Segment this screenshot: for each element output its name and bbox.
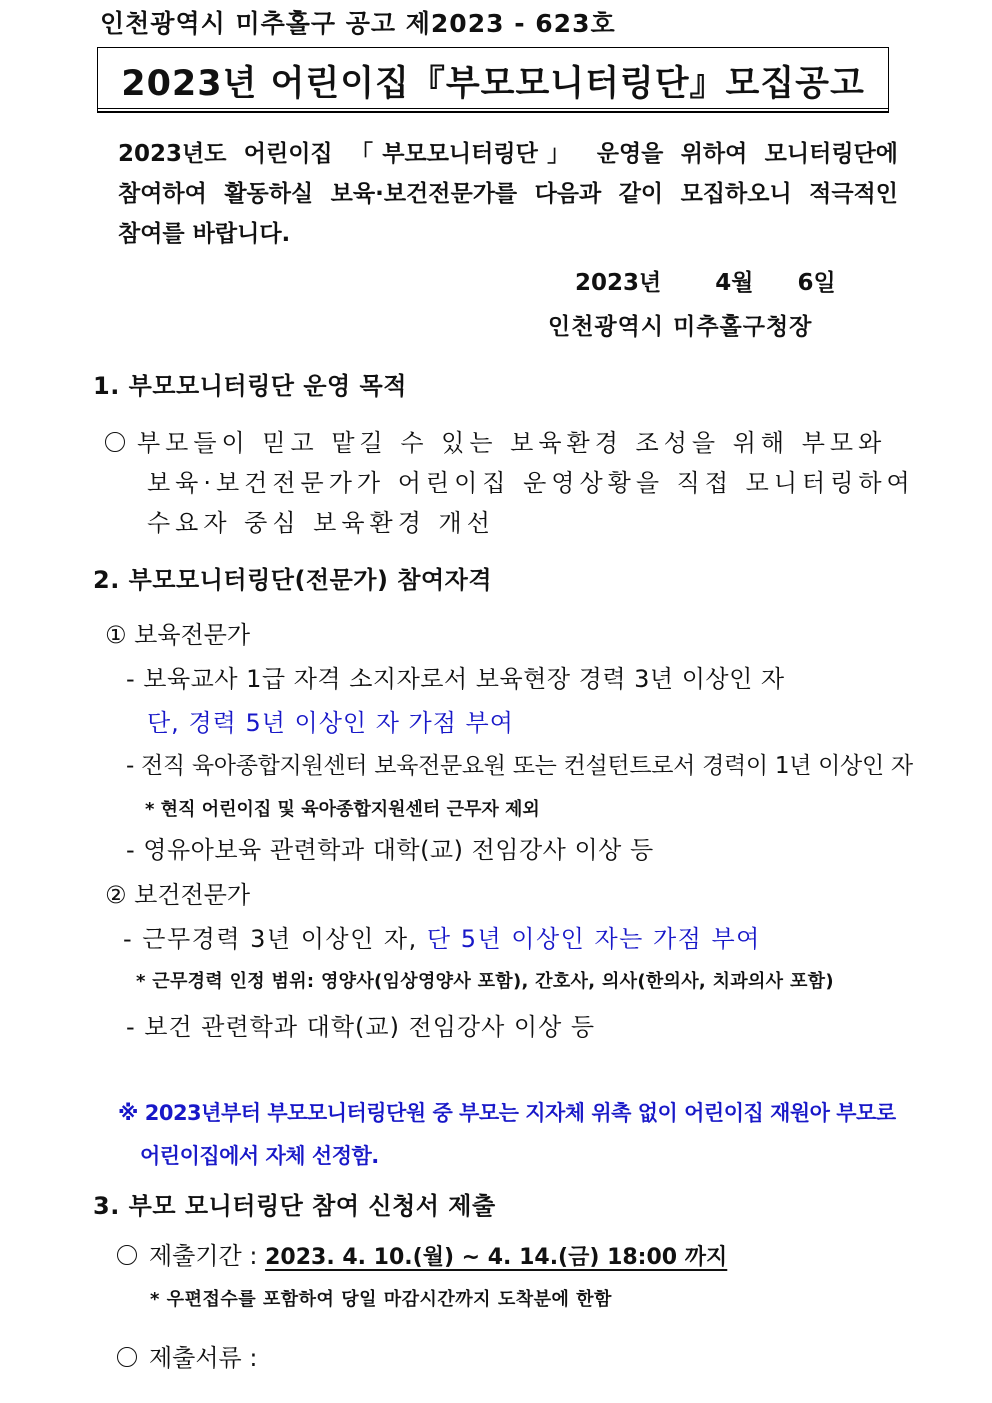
- section3-heading: 3. 부모 모니터링단 참여 신청서 제출: [93, 1192, 496, 1220]
- submission-documents-label: 제출서류 :: [149, 1344, 258, 1372]
- section2-heading: 2. 부모모니터링단(전문가) 참여자격: [93, 566, 493, 594]
- childcare-item-1-note: 단, 경력 5년 이상인 자 가점 부여: [147, 709, 514, 737]
- title-box: [97, 47, 889, 109]
- intro-line-3: 참여를 바랍니다.: [118, 221, 291, 247]
- intro-line-1: 2023년도 어린이집 「부모모니터링단」 운영을 위하여 모니터링단에: [118, 141, 898, 167]
- submission-documents: [117, 1338, 257, 1373]
- health-item-1-note: * 근무경력 인정 범위: 영양사(임상영양사 포함), 간호사, 의사(한의사, 치과의사 포함): [136, 971, 834, 992]
- intro-line-2: 참여하여 활동하실 보육·보건전문가를 다음과 같이 모집하오니 적극적인: [118, 181, 898, 207]
- notice-line-2: 어린이집에서 자체 선정함.: [140, 1144, 379, 1168]
- notice-number: 인천광역시 미추홀구 공고 제2023 - 623호: [100, 9, 616, 38]
- section1-bullet-line-2: 보육·보건전문가가 어린이집 운영상황을 직접 모니터링하여: [147, 469, 915, 497]
- date-year: 2023년: [575, 270, 662, 296]
- childcare-expert-label: ① 보육전문가: [105, 621, 251, 649]
- circle-bullet-icon: [117, 1245, 137, 1265]
- notice-line-1: ※ 2023년부터 부모모니터링단원 중 부모는 지자체 위촉 없이 어린이집 재원아 부모로: [118, 1101, 896, 1125]
- health-item-1-bonus: 단 5년 이상인 자는 가점 부여: [426, 925, 761, 953]
- submission-period-label: 제출기간 :: [149, 1242, 258, 1270]
- section1-heading: 1. 부모모니터링단 운영 목적: [93, 372, 407, 400]
- circle-bullet-icon: [117, 1347, 137, 1367]
- notice-date: [575, 264, 836, 297]
- health-item-1: - 근무경력 3년 이상인 자, 단 5년 이상인 자는 가점 부여: [123, 925, 761, 953]
- circle-bullet-icon: [105, 432, 125, 452]
- childcare-item-1: - 보육교사 1급 자격 소지자로서 보육현장 경력 3년 이상인 자: [126, 665, 785, 693]
- submission-period-note: * 우편접수를 포함하여 당일 마감시간까지 도착분에 한함: [150, 1289, 612, 1310]
- childcare-item-2-note: * 현직 어린이집 및 육아종합지원센터 근무자 제외: [145, 799, 540, 820]
- date-month: 4월: [715, 270, 754, 296]
- section1-bullet-line-3: 수요자 중심 보육환경 개선: [147, 509, 495, 537]
- health-item-2: - 보건 관련학과 대학(교) 전임강사 이상 등: [126, 1013, 596, 1041]
- section1-bullet-line-1: 부모들이 믿고 맡길 수 있는 보육환경 조성을 위해 부모와: [105, 423, 886, 458]
- page-title: 2023년 어린이집『부모모니터링단』모집공고: [121, 64, 865, 104]
- health-expert-label: ② 보건전문가: [105, 881, 251, 909]
- issuer: 인천광역시 미추홀구청장: [548, 314, 813, 340]
- childcare-item-3: - 영유아보육 관련학과 대학(교) 전임강사 이상 등: [126, 836, 654, 864]
- date-day: 6일: [797, 270, 836, 296]
- childcare-item-2: - 전직 육아종합지원센터 보육전문요원 또는 컨설턴트로서 경력이 1년 이상인 자: [126, 753, 913, 779]
- submission-period-value: 2023. 4. 10.(월) ~ 4. 14.(금) 18:00 까지: [265, 1245, 728, 1270]
- submission-period: [117, 1236, 727, 1271]
